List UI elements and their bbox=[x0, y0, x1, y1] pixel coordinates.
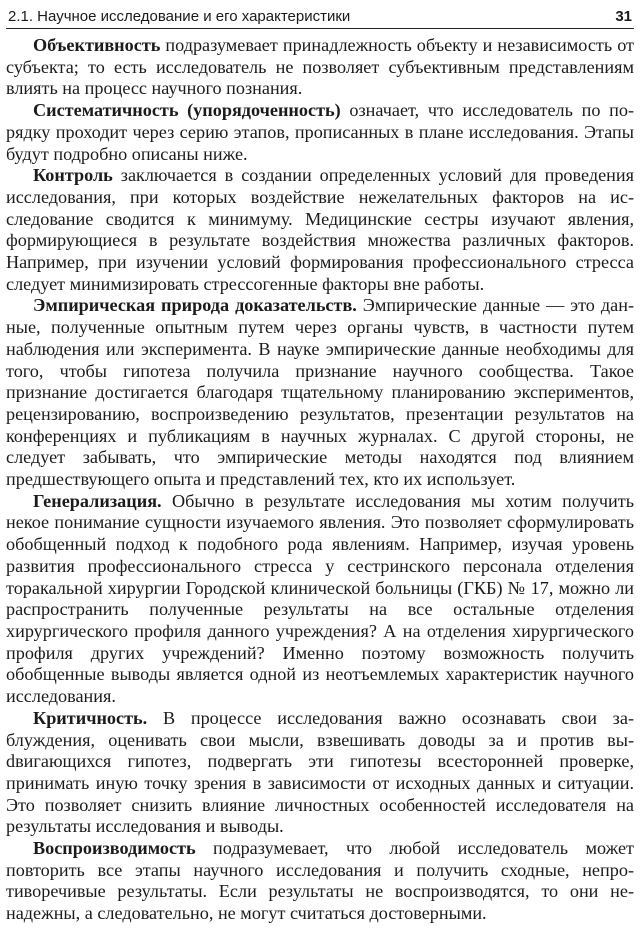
term-criticality: Критичность. bbox=[33, 707, 148, 728]
term-objectivity: Объективность bbox=[33, 35, 161, 55]
paragraph-text: означает, что исследователь по порядку проходит через серию этапов, прописанных в плане исследования. Этапы будут подробно описаны ниже. bbox=[6, 100, 634, 164]
term-control: Контроль bbox=[33, 165, 113, 186]
page-number: 31 bbox=[615, 8, 632, 25]
body-text bbox=[6, 35, 634, 925]
section-title: 2.1. Научное исследование и его характеристики bbox=[8, 8, 351, 25]
paragraph-text: В процессе исследования важно осознавать свои заблуждения, оценивать свои мысли, взвешивать доводы за и против выdвигающихся гипотез, подвергать эти гипотезы всесторонней проверке, принимать иную точку зрения в зависимости от исходных данных и ситуации. Это позволяет снизить влияние личностных особенностей исследователя на результаты исследования и выводы. bbox=[6, 707, 634, 837]
term-empirical-evidence: Эмпирическая природа доказательств. bbox=[33, 295, 357, 316]
term-systematicity: Систематичность (упорядоченность) bbox=[33, 100, 341, 121]
paragraph-criticality bbox=[6, 708, 634, 838]
paragraph-text: подразумевает, что любой исследователь может повторить все этапы научного исследования и получить сходные, непротиворечивые результаты. Если результаты не воспроизводятся, то они ненадежны, а следовательно, не могут считаться достоверными. bbox=[6, 838, 634, 924]
running-header bbox=[6, 8, 634, 29]
term-generalization: Генерализация. bbox=[33, 490, 162, 511]
paragraph-empirical-evidence bbox=[6, 295, 634, 490]
paragraph-control bbox=[6, 165, 634, 295]
paragraph-text: Обычно в результате исследования мы хотим получить некое понимание сущности изучаемого явления. Это позволяет сформулировать обобщенный подход к подобного рода явлениям. Например, изучая уровень развития профессионального стресса у сестринского персонала отделения торакальной хирургии Городской клинической больницы (ГКБ) № 17, можно ли распространить полученные результаты на все остальные отделения хирургического профиля данного учреждения? А на отделения хирургического профиля других учреждений? Именно поэтому возможность получить обобщенные выводы является одной из неотъемлемых характеристик научного исследования. bbox=[6, 490, 634, 707]
paragraph-objectivity bbox=[6, 35, 634, 100]
paragraph-systematicity bbox=[6, 100, 634, 165]
paragraph-generalization bbox=[6, 491, 634, 708]
term-reproducibility: Воспроизводимость bbox=[33, 838, 196, 859]
paragraph-text: Эмпирические данные — это данные, полученные опытным путем через органы чувств, в частности путем наблюдения или эксперимента. В науке эмпирические данные необходимы для того, чтобы гипотеза получила признание научного сообщества. Такое признание достигается благодаря тщательному планированию экспериментов, рецензированию, воспроизведению результатов, презентации результатов на конференциях и публикациям в научных журналах. С другой стороны, не следует забывать, что эмпирические методы находятся под влиянием предшествующего опыта и представлений тех, кто их использует. bbox=[6, 295, 634, 490]
paragraph-reproducibility bbox=[6, 838, 634, 925]
paragraph-text: заключается в создании определенных условий для проведения исследования, при которых воздействие нежелательных факторов на исследование сводится к минимуму. Медицинские сестры изучают явления, формирующиеся в результате воздействия множества различных факторов. Например, при изучении условий формирования профессионального стресса следует минимизировать стрессогенные факторы вне работы. bbox=[6, 165, 634, 294]
paragraph-text: подразумевает принадлежность объекту и независимость от субъекта; то есть исследователь не позволяет субъективным представлениям влиять на процесс научного познания. bbox=[6, 35, 634, 99]
